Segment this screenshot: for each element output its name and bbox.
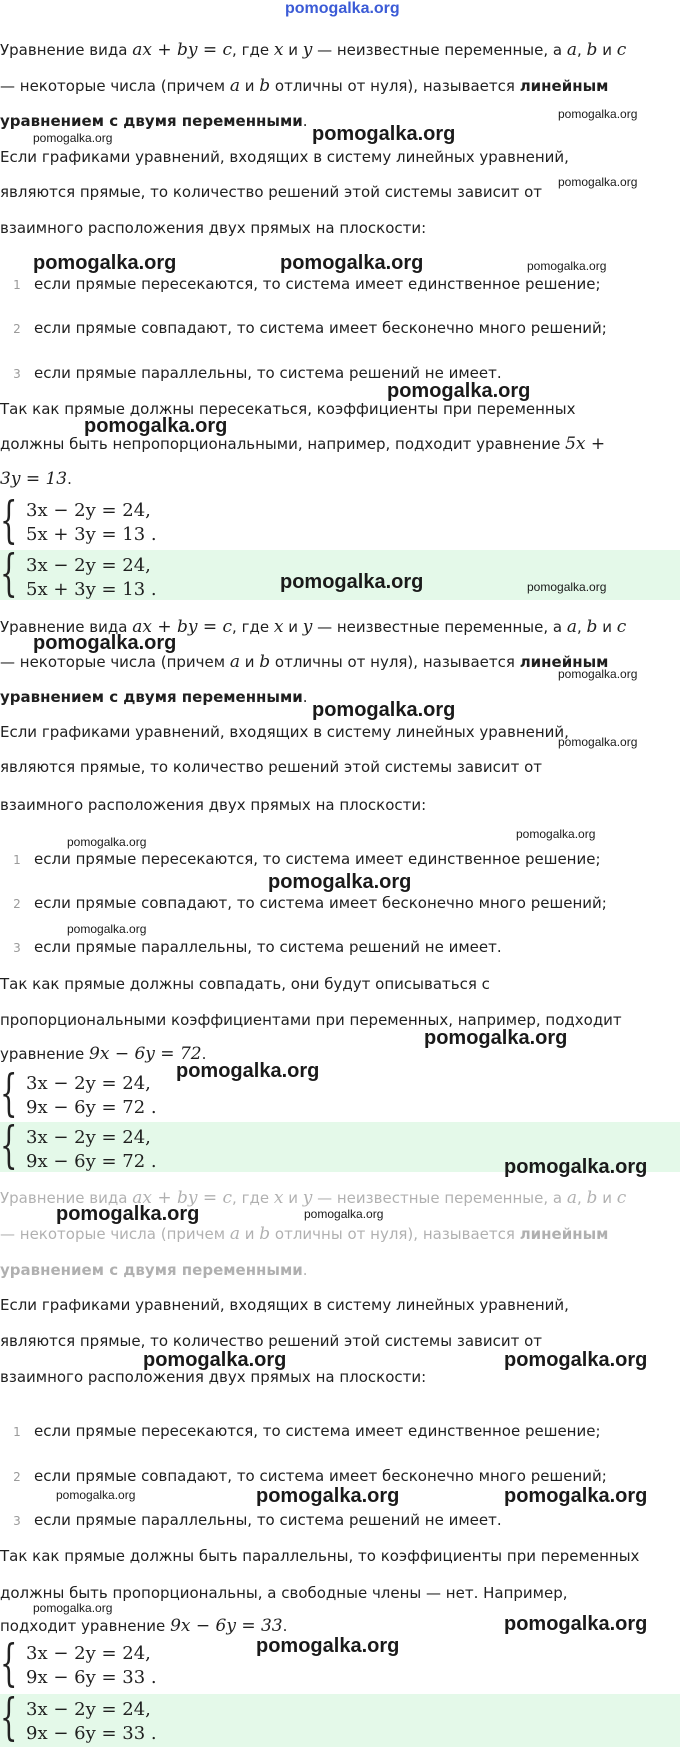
- watermark: pomogalka.org: [504, 1349, 648, 1371]
- sec3-line-1: Так как прямые должны быть параллельны, то коэффициенты при переменных: [0, 1547, 640, 1565]
- highlighted-system: [0, 1688, 680, 1747]
- watermark: pomogalka.org: [312, 699, 456, 721]
- system-equation: 3x − 2y = 24,: [26, 1073, 151, 1094]
- system-2-highlighted: { 3x − 2y = 24, 9x − 6y = 72 .: [0, 1116, 157, 1174]
- case-item-1: 1 если прямые пересекаются, то система имеет единственное решение;: [13, 1422, 601, 1440]
- sec1-line-2: должны быть непропорциональными, например, подходит уравнение 5x +: [0, 434, 606, 454]
- system-equation: 3x − 2y = 24,: [26, 1699, 151, 1720]
- system-1-highlighted: { 3x − 2y = 24, 5x + 3y = 13 .: [0, 544, 157, 602]
- definition-line-3: уравнением с двумя переменными.: [0, 112, 308, 130]
- sec3-line-3: подходит уравнение 9x − 6y = 33.: [0, 1616, 288, 1636]
- watermark: pomogalka.org: [558, 175, 638, 189]
- graphs-line-1: Если графиками уравнений, входящих в систему линейных уравнений,: [0, 148, 569, 166]
- graphs-line-3: взаимного расположения двух прямых на плоскости:: [0, 796, 427, 814]
- definition-line-2: — некоторые числа (причем a и b отличны от нуля), называется линейным: [0, 1224, 609, 1244]
- watermark: pomogalka.org: [504, 1156, 648, 1178]
- graphs-line-1: Если графиками уравнений, входящих в систему линейных уравнений,: [0, 723, 569, 741]
- system-equation: 3x − 2y = 24,: [26, 555, 151, 576]
- watermark: pomogalka.org: [33, 632, 177, 654]
- system-3-highlighted: { 3x − 2y = 24, 9x − 6y = 33 .: [0, 1688, 157, 1746]
- definition-line-3: уравнением с двумя переменными.: [0, 688, 308, 706]
- system-equation: 9x − 6y = 33 .: [26, 1723, 157, 1744]
- watermark: pomogalka.org: [304, 1207, 384, 1221]
- watermark: pomogalka.org: [268, 871, 412, 893]
- case-item-2: 2 если прямые совпадают, то система имеет бесконечно много решений;: [13, 894, 607, 912]
- case-item-3: 3 если прямые параллельны, то система решений не имеет.: [13, 364, 502, 382]
- watermark: pomogalka.org: [56, 1203, 200, 1225]
- watermark: pomogalka.org: [558, 735, 638, 749]
- watermark: pomogalka.org: [527, 580, 607, 594]
- watermark: pomogalka.org: [504, 1613, 648, 1635]
- watermark: pomogalka.org: [424, 1027, 568, 1049]
- system-2: { 3x − 2y = 24, 9x − 6y = 72 .: [0, 1064, 157, 1122]
- case-item-1: 1 если прямые пересекаются, то система имеет единственное решение;: [13, 275, 601, 293]
- watermark: pomogalka.org: [56, 1488, 136, 1502]
- watermark: pomogalka.org: [280, 571, 424, 593]
- definition-line-2: — некоторые числа (причем a и b отличны от нуля), называется линейным: [0, 76, 609, 96]
- watermark: pomogalka.org: [67, 835, 147, 849]
- watermark: pomogalka.org: [280, 252, 424, 274]
- system-equation: 3x − 2y = 24,: [26, 1127, 151, 1148]
- case-item-3: 3 если прямые параллельны, то система решений не имеет.: [13, 938, 502, 956]
- watermark: pomogalka.org: [387, 380, 531, 402]
- system-1: { 3x − 2y = 24, 5x + 3y = 13 .: [0, 491, 157, 549]
- case-item-2: 2 если прямые совпадают, то система имеет бесконечно много решений;: [13, 1467, 607, 1485]
- watermark: pomogalka.org: [256, 1485, 400, 1507]
- case-item-1: 1 если прямые пересекаются, то система имеет единственное решение;: [13, 850, 601, 868]
- watermark: pomogalka.org: [256, 1635, 400, 1657]
- watermark: pomogalka.org: [312, 123, 456, 145]
- definition-line-1: Уравнение вида ax + by = c, где x и y — неизвестные переменные, а a, b и c: [0, 617, 627, 637]
- watermark: pomogalka.org: [67, 922, 147, 936]
- site-link[interactable]: pomogalka.org: [285, 0, 400, 17]
- case-item-3: 3 если прямые параллельны, то система решений не имеет.: [13, 1511, 502, 1529]
- watermark: pomogalka.org: [143, 1349, 287, 1371]
- system-equation: 9x − 6y = 33 .: [26, 1667, 157, 1688]
- case-item-2: 2 если прямые совпадают, то система имеет бесконечно много решений;: [13, 319, 607, 337]
- system-equation: 3x − 2y = 24,: [26, 1643, 151, 1664]
- graphs-line-2: являются прямые, то количество решений этой системы зависит от: [0, 1332, 543, 1350]
- graphs-line-2: являются прямые, то количество решений этой системы зависит от: [0, 758, 543, 776]
- graphs-line-3: взаимного расположения двух прямых на плоскости:: [0, 219, 427, 237]
- system-3: { 3x − 2y = 24, 9x − 6y = 33 .: [0, 1634, 157, 1692]
- watermark: pomogalka.org: [176, 1060, 320, 1082]
- sec2-line-3: уравнение 9x − 6y = 72.: [0, 1044, 207, 1064]
- watermark: pomogalka.org: [516, 827, 596, 841]
- sec3-line-2: должны быть пропорциональны, а свободные члены — нет. Например,: [0, 1584, 568, 1602]
- sec2-line-2: пропорциональными коэффициентами при переменных, например, подходит: [0, 1011, 622, 1029]
- graphs-line-2: являются прямые, то количество решений этой системы зависит от: [0, 183, 543, 201]
- system-equation: 3x − 2y = 24,: [26, 500, 151, 521]
- sec1-line-1: Так как прямые должны пересекаться, коэффициенты при переменных: [0, 400, 576, 418]
- watermark: pomogalka.org: [33, 252, 177, 274]
- system-equation: 9x − 6y = 72 .: [26, 1151, 157, 1172]
- system-equation: 5x + 3y = 13 .: [26, 579, 157, 600]
- definition-line-3: уравнением с двумя переменными.: [0, 1261, 308, 1279]
- definition-line-1: Уравнение вида ax + by = c, где x и y — неизвестные переменные, а a, b и c: [0, 40, 627, 60]
- watermark: pomogalka.org: [527, 259, 607, 273]
- watermark: pomogalka.org: [33, 1601, 113, 1615]
- watermark: pomogalka.org: [84, 415, 228, 437]
- graphs-line-1: Если графиками уравнений, входящих в систему линейных уравнений,: [0, 1296, 569, 1314]
- sec1-line-3: 3y = 13.: [0, 469, 72, 489]
- sec2-line-1: Так как прямые должны совпадать, они будут описываться с: [0, 975, 490, 993]
- definition-line-1: Уравнение вида ax + by = c, где x и y — неизвестные переменные, а a, b и c: [0, 1188, 627, 1208]
- watermark: pomogalka.org: [558, 107, 638, 121]
- definition-line-2: — некоторые числа (причем a и b отличны от нуля), называется линейным: [0, 652, 609, 672]
- system-equation: 5x + 3y = 13 .: [26, 524, 157, 545]
- system-equation: 9x − 6y = 72 .: [26, 1097, 157, 1118]
- graphs-line-3: взаимного расположения двух прямых на плоскости:: [0, 1368, 427, 1386]
- watermark: pomogalka.org: [558, 667, 638, 681]
- watermark: pomogalka.org: [504, 1485, 648, 1507]
- watermark: pomogalka.org: [33, 131, 113, 145]
